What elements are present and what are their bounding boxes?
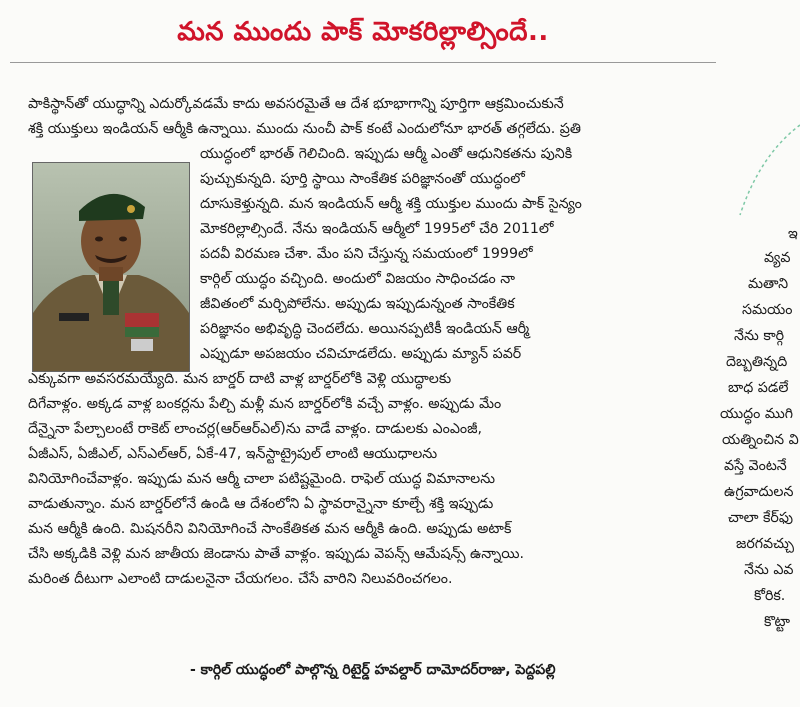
text-line: దూసుకెళ్తున్నది. మన ఇండియన్ ఆర్మీ శక్తి యుక్తుల ముందు పాక్ సైన్యం [200,196,582,212]
side-line: దెబ్బతిన్నది [726,354,788,370]
side-line: సమయం [742,302,793,318]
text-line: దేన్నైనా పేల్చాలంటే రాకెట్ లాంచర్ల(ఆర్ఆర్ఎల్)ను వాడే వాళ్లం. దాడులకు ఎంఎంజీ, [28,421,482,437]
side-line: మతాని [748,276,789,292]
text-line: మోకరిల్లాల్సిందే. నేను ఇండియన్ ఆర్మీలో 1995లో చేరి 2011లో [200,221,554,237]
text-line: పదవీ విరమణ చేశా. మేం పని చేస్తున్న సమయంలో 1999లో [200,246,533,262]
side-line: బాధ పడలే [728,380,789,396]
headline-rule [10,62,716,63]
text-line: ఏజీఎస్, ఏజీఎల్, ఎస్ఎల్ఆర్, ఏకే-47, ఇన్‌స్టాట్రైపుల్ లాంటి ఆయుధాలను [28,446,438,462]
side-line: వ్యవ [764,250,791,266]
text-line: చేసి అక్కడికి వెళ్లి మన జాతీయ జెండాను పాతే వాళ్లం. ఇప్పుడు వెపన్స్ ఆమేషన్స్ ఉన్నాయి. [28,546,524,562]
soldier-portrait-image [33,163,189,371]
side-line: కోరిక. [754,588,786,604]
text-line: మరింత దీటుగా ఎలాంటి దాడులనైనా చేయగలం. చేసే వారిని నిలువరించగలం. [28,571,453,587]
text-line: మన ఆర్మీకి ఉంది. మిషనరీని వినియోగించే సాంకేతికత మన ఆర్మీకి ఉంది. అప్పుడు అటాక్ [28,521,512,537]
side-line: ఉగ్రవాదులన [724,484,794,500]
side-line: యత్నించిన వి [722,432,799,448]
side-line: వస్తే వెంటనే [724,458,787,474]
side-line: కొట్టా [764,614,791,630]
soldier-photo [32,162,190,372]
text-line: పరిజ్ఞానం అభివృద్ధి చెందలేదు. అయినప్పటికీ ఇండియన్ ఆర్మీ [200,321,530,337]
text-line: ఎప్పుడూ అపజయం చవిచూడలేదు. అప్పుడు మ్యాన్ పవర్ [200,346,522,362]
text-line: ఎక్కువగా అవసరమయ్యేది. మన బార్డర్ దాటి వాళ్ల బార్డర్‌లోకి వెళ్లి యుద్ధాలకు [28,371,452,387]
paragraph-bottom [28,367,716,592]
text-line: శక్తి యుక్తులు ఇండియన్ ఆర్మీకి ఉన్నాయి. ముందు నుంచీ పాక్ కంటే ఎందులోనూ భారత్ తగ్గలేదు. ప్రతి [28,121,581,137]
headline: మన ముందు పాక్ మోకరిల్లాల్సిందే.. [177,17,549,47]
side-line: చాలా కేర్‌ఫు [728,510,793,526]
text-line: జీవితంలో మర్చిపోలేను. అప్పుడు ఇప్పుడున్నంత సాంకేతిక [200,296,515,312]
side-line: యుద్ధం ముగి [720,406,794,422]
adjacent-article-column [720,95,800,707]
article [10,14,716,694]
paragraph-top [28,92,716,142]
text-line: వాడుతున్నాం. మన బార్డర్‌లోనే ఉండి ఆ దేశంలోని ఏ స్థావరాన్నైనా కూల్చే శక్తి ఇప్పుడు [28,496,494,512]
side-line: జరగవచ్చు [736,536,794,552]
side-line: నేను ఎవ [744,562,794,578]
side-line: నేను కార్గి [734,328,785,344]
side-line: ఇ [788,226,798,242]
text-line: పుచ్చుకున్నది. పూర్తి స్థాయి సాంకేతిక పరిజ్ఞానంతో యుద్ధంలో [200,171,525,187]
text-line: కార్గిల్ యుద్ధం వచ్చింది. అందులో విజయం సాధించడం నా [200,271,515,287]
text-line: యుద్ధంలో భారత్ గెలిచింది. ఇప్పుడు ఆర్మీ ఎంతో ఆధునికతను పునికి [200,146,573,162]
text-line: దిగేవాళ్లం. అక్కడ వాళ్ల బంకర్లను పేల్చి మళ్లీ మన బార్డర్‌లోకి వచ్చే వాళ్లం. అప్పుడు మేం [28,396,502,412]
text-line: పాకిస్థాన్‌తో యుద్ధాన్ని ఎదుర్కోవడమే కాదు అవసరమైతే ఆ దేశ భూభాగాన్ని పూర్తిగా ఆక్రమించుకునే [28,96,564,112]
byline: - కార్గిల్ యుద్ధంలో పాల్గొన్న రిటైర్డ్ హవల్దార్ దామోదర్‌రాజు, పెద్దపల్లి [190,662,556,678]
text-line: వినియోగించేవాళ్లం. ఇప్పుడు మన ఆర్మీ చాలా పటిష్టమైంది. రాఫెల్ యుద్ధ విమానాలను [28,471,496,487]
paragraph-beside-photo [200,142,716,367]
